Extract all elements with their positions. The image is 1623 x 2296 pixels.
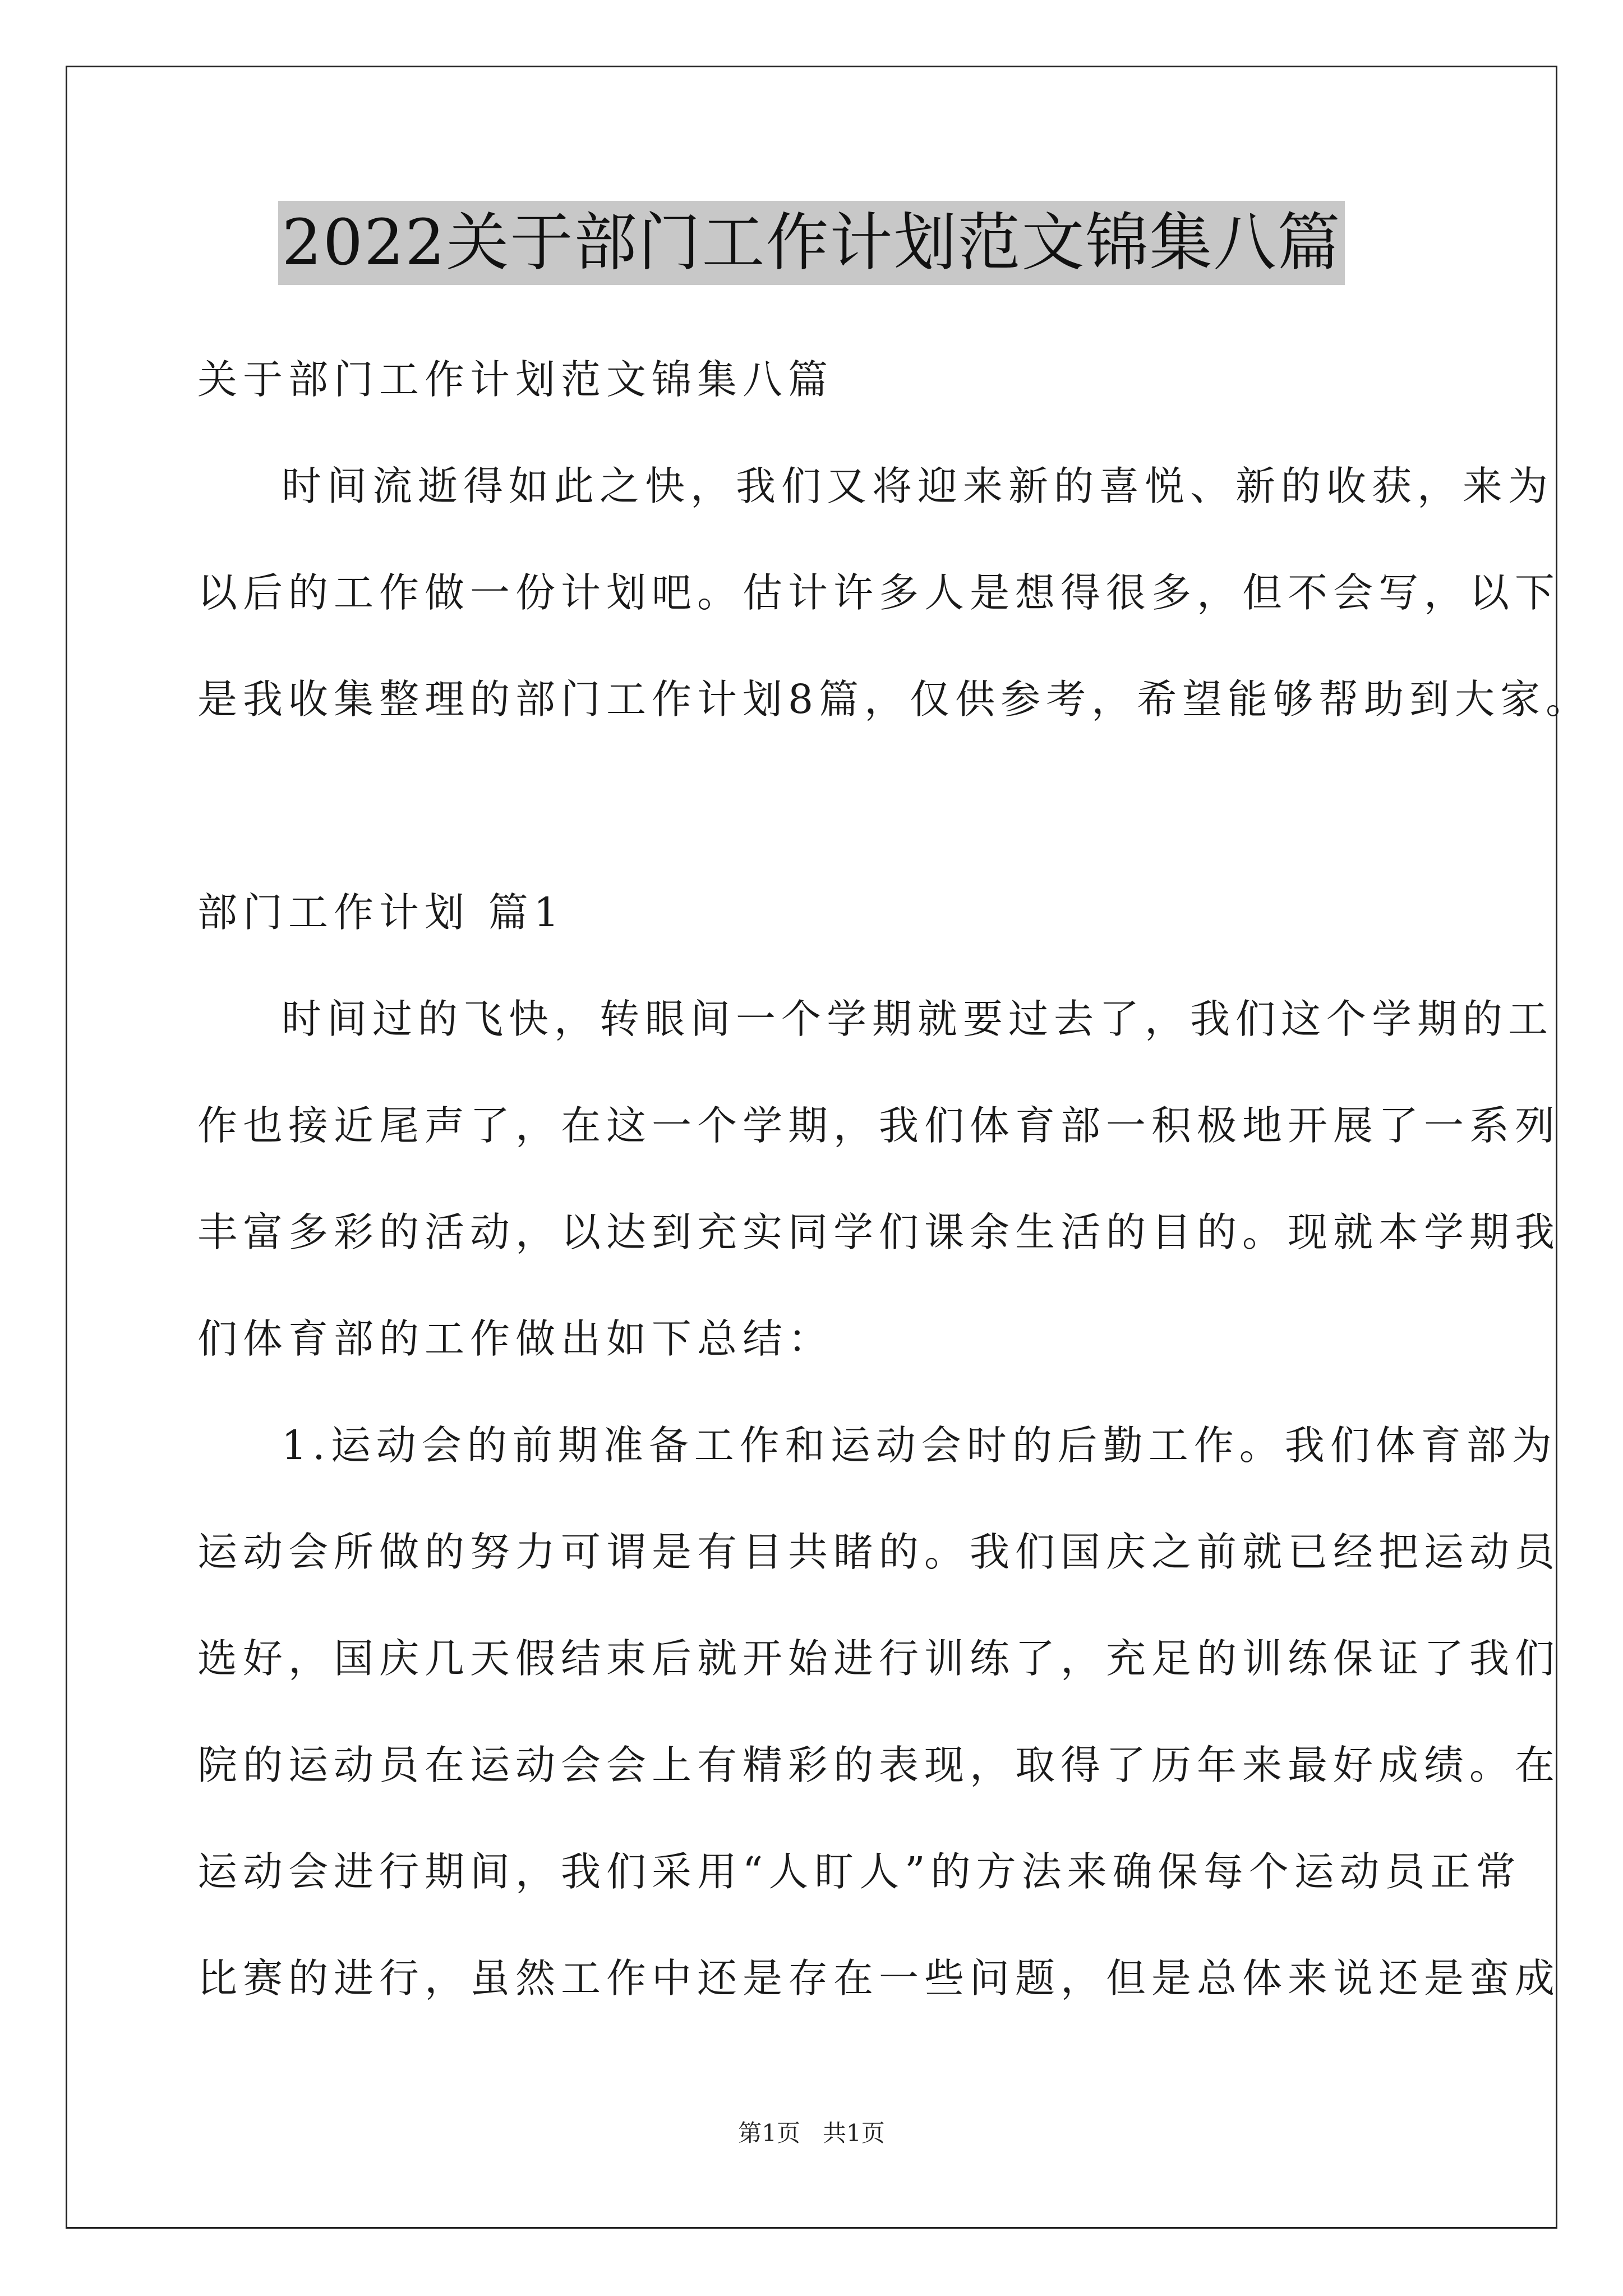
paragraph-line: 1.运动会的前期准备工作和运动会时的后勤工作。我们体育部为 bbox=[282, 1422, 1557, 1469]
paragraph-line: 运动会所做的努力可谓是有目共睹的。我们国庆之前就已经把运动员 bbox=[197, 1529, 1561, 1575]
document-body bbox=[197, 326, 1592, 2032]
paragraph-line: 院的运动员在运动会会上有精彩的表现，取得了历年来最好成绩。在 bbox=[197, 1742, 1561, 1788]
intro-line: 是我收集整理的部门工作计划8篇，仅供参考，希望能够帮助到大家。 bbox=[197, 676, 1592, 723]
paragraph-line: 丰富多彩的活动，以达到充实同学们课余生活的目的。现就本学期我 bbox=[197, 1209, 1561, 1255]
document-title: 2022关于部门工作计划范文锦集八篇 bbox=[278, 201, 1344, 285]
paragraph-line: 时间过的飞快，转眼间一个学期就要过去了，我们这个学期的工 bbox=[282, 996, 1554, 1042]
paragraph-line: 选好，国庆几天假结束后就开始进行训练了，充足的训练保证了我们 bbox=[197, 1635, 1561, 1682]
paragraph-line: 运动会进行期间，我们采用“人盯人”的方法来确保每个运动员正常 bbox=[197, 1848, 1521, 1895]
paragraph-line: 作也接近尾声了，在这一个学期，我们体育部一积极地开展了一系列 bbox=[197, 1102, 1561, 1149]
page-footer: 第1页 共1页 bbox=[738, 2119, 885, 2147]
title-container bbox=[0, 201, 1623, 285]
paragraph-gap bbox=[197, 753, 1448, 859]
paragraph-line: 比赛的进行，虽然工作中还是存在一些问题，但是总体来说还是蛮成 bbox=[197, 1955, 1561, 2001]
document-subtitle: 关于部门工作计划范文锦集八篇 bbox=[197, 356, 834, 403]
paragraph-line: 们体育部的工作做出如下总结： bbox=[197, 1315, 834, 1362]
section-heading: 部门工作计划 篇1 bbox=[197, 889, 565, 936]
intro-line: 以后的工作做一份计划吧。估计许多人是想得很多，但不会写，以下 bbox=[197, 569, 1561, 616]
intro-line: 时间流逝得如此之快，我们又将迎来新的喜悦、新的收获，来为 bbox=[282, 463, 1554, 509]
